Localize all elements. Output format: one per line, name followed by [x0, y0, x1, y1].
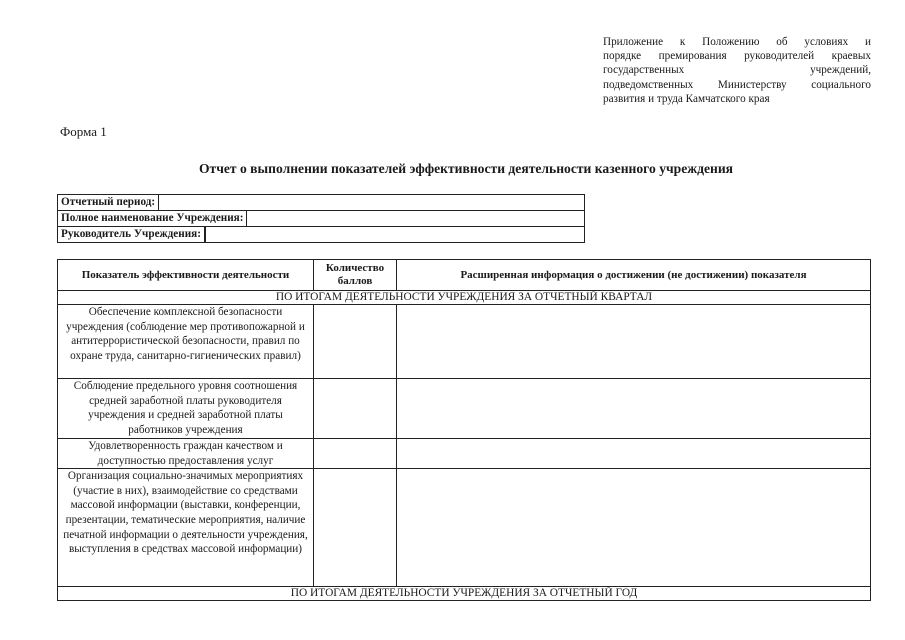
header-info: Расширенная информация о достижении (не достижении) показателя — [397, 260, 871, 291]
section-row-quarter — [58, 291, 871, 305]
table-row — [58, 305, 871, 379]
info-row-head — [58, 227, 585, 243]
performance-table — [57, 259, 871, 601]
institution-name-label: Полное наименование Учреждения: — [58, 211, 247, 226]
table-header-row — [58, 260, 871, 291]
info-cell[interactable] — [397, 439, 871, 469]
score-cell[interactable] — [314, 305, 397, 379]
header-indicator: Показатель эффективности деятельности — [58, 260, 314, 291]
info-cell[interactable] — [397, 305, 871, 379]
form-label: Форма 1 — [60, 124, 107, 139]
institution-name-field[interactable] — [247, 211, 584, 226]
score-cell[interactable] — [314, 469, 397, 587]
head-field[interactable] — [206, 227, 584, 242]
section-row-year — [58, 587, 871, 601]
period-label: Отчетный период: — [58, 195, 159, 210]
appendix-line: развития и труда Камчатского края — [603, 92, 770, 105]
appendix-note — [603, 35, 871, 106]
indicator-cell: Организация социально-значимых мероприятиях (участие в них), взаимодействие со средствами массовой информации (выставки, конференции, презентации, тематические мероприятия, наличие печатной информации о деятельности учреждения, выступления в средствах массовой информации) — [58, 469, 314, 587]
table-row — [58, 469, 871, 587]
appendix-line: государственных учреждений, — [603, 64, 871, 77]
indicator-cell: Соблюдение предельного уровня соотношения средней заработной платы руководителя учреждения и средней заработной платы работников учреждения — [58, 379, 314, 439]
head-label: Руководитель Учреждения: — [58, 227, 205, 242]
info-table — [57, 194, 585, 243]
table-row — [58, 439, 871, 469]
info-cell[interactable] — [397, 379, 871, 439]
info-row-name — [58, 211, 585, 227]
period-field[interactable] — [159, 195, 584, 210]
indicator-cell: Удовлетворенность граждан качеством и доступностью предоставления услуг — [58, 439, 314, 469]
section-quarter-label: ПО ИТОГАМ ДЕЯТЕЛЬНОСТИ УЧРЕЖДЕНИЯ ЗА ОТЧЕТНЫЙ КВАРТАЛ — [58, 291, 871, 305]
appendix-line: порядке премирования руководителей краевых — [603, 50, 871, 63]
score-cell[interactable] — [314, 439, 397, 469]
header-score: Количество баллов — [314, 260, 397, 291]
appendix-line: Приложение к Положению об условиях и — [603, 36, 871, 48]
indicator-cell: Обеспечение комплексной безопасности учреждения (соблюдение мер противопожарной и антитеррористической безопасности, правил по охране труда, санитарно-гигиенических правил) — [58, 305, 314, 379]
appendix-line: подведомственных Министерству социального — [603, 78, 871, 91]
section-year-label: ПО ИТОГАМ ДЕЯТЕЛЬНОСТИ УЧРЕЖДЕНИЯ ЗА ОТЧЕТНЫЙ ГОД — [58, 587, 871, 601]
info-row-period — [58, 195, 585, 211]
report-title: Отчет о выполнении показателей эффективности деятельности казенного учреждения — [198, 161, 734, 176]
score-cell[interactable] — [314, 379, 397, 439]
info-cell[interactable] — [397, 469, 871, 587]
table-row — [58, 379, 871, 439]
